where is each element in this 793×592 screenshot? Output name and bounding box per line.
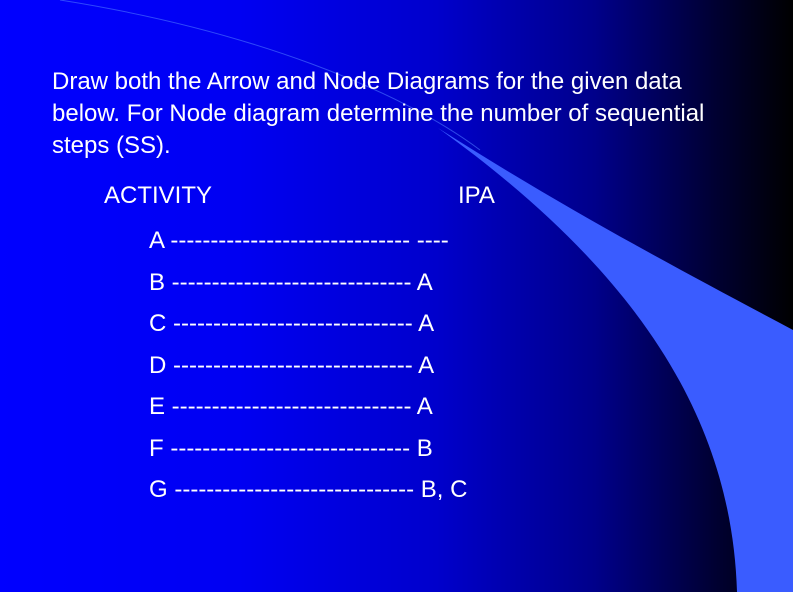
- prompt-text: Draw both the Arrow and Node Diagrams for the given data below. For Node diagram determine the number of sequential steps (SS).: [52, 68, 705, 159]
- activity-row-a: A ------------------------------ ----: [149, 227, 449, 254]
- activity-row-e: E ------------------------------ A: [149, 393, 433, 420]
- activity-row-f: F ------------------------------ B: [149, 434, 433, 462]
- activity-row-d: D ------------------------------ A: [149, 351, 435, 379]
- activity-row-g: G ------------------------------ B, C: [149, 476, 468, 503]
- activity-list: [149, 226, 467, 517]
- activity-row-c: C ------------------------------ A: [149, 310, 435, 337]
- ipa-header: IPA: [458, 182, 495, 209]
- activity-row-b: B ------------------------------ A: [149, 268, 433, 296]
- activity-header: ACTIVITY: [104, 182, 213, 209]
